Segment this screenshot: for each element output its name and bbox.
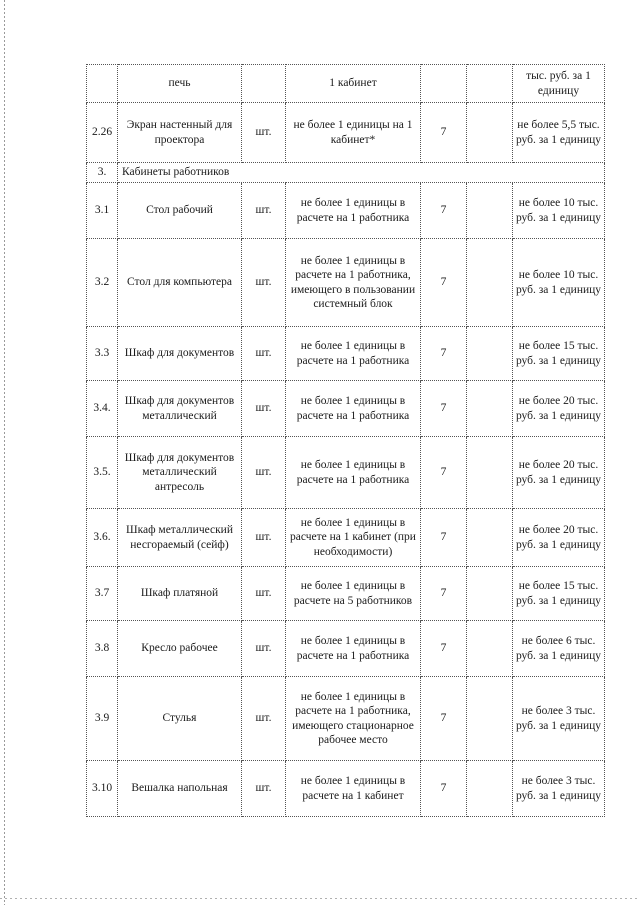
unit-of-measure bbox=[242, 65, 286, 103]
item-name: Экран настенный для проектора bbox=[118, 103, 242, 163]
price-limit: не более 20 тыс. руб. за 1 единицу bbox=[513, 437, 605, 509]
row-number: 3.5. bbox=[87, 437, 118, 509]
unit-of-measure: шт. bbox=[242, 327, 286, 381]
empty-cell bbox=[467, 677, 513, 761]
table-row bbox=[87, 567, 605, 621]
item-name: Шкаф для документов металлический bbox=[118, 381, 242, 437]
table-row bbox=[87, 381, 605, 437]
service-life bbox=[421, 65, 467, 103]
price-limit: не более 10 тыс. руб. за 1 единицу bbox=[513, 183, 605, 239]
table-row bbox=[87, 65, 605, 103]
item-name: Шкаф для документов bbox=[118, 327, 242, 381]
quantity-norm: не более 1 единицы в расчете на 1 работника bbox=[286, 621, 421, 677]
empty-cell bbox=[467, 381, 513, 437]
empty-cell bbox=[467, 509, 513, 567]
service-life: 7 bbox=[421, 183, 467, 239]
service-life: 7 bbox=[421, 761, 467, 817]
empty-cell bbox=[467, 437, 513, 509]
row-number: 3.7 bbox=[87, 567, 118, 621]
unit-of-measure: шт. bbox=[242, 761, 286, 817]
table-row bbox=[87, 677, 605, 761]
item-name: Шкаф для документов металлический антресоль bbox=[118, 437, 242, 509]
empty-cell bbox=[467, 103, 513, 163]
page-edge-left bbox=[4, 0, 5, 905]
service-life: 7 bbox=[421, 567, 467, 621]
table-row bbox=[87, 621, 605, 677]
row-number: 3.9 bbox=[87, 677, 118, 761]
row-number: 3.1 bbox=[87, 183, 118, 239]
empty-cell bbox=[467, 761, 513, 817]
table-row bbox=[87, 509, 605, 567]
unit-of-measure: шт. bbox=[242, 567, 286, 621]
row-number: 3.6. bbox=[87, 509, 118, 567]
quantity-norm: не более 1 единицы в расчете на 1 работника bbox=[286, 437, 421, 509]
empty-cell bbox=[467, 183, 513, 239]
quantity-norm: не более 1 единицы на 1 кабинет* bbox=[286, 103, 421, 163]
quantity-norm: не более 1 единицы в расчете на 1 кабинет bbox=[286, 761, 421, 817]
quantity-norm: не более 1 единицы в расчете на 1 работника bbox=[286, 183, 421, 239]
empty-cell bbox=[467, 621, 513, 677]
service-life: 7 bbox=[421, 103, 467, 163]
table-row bbox=[87, 163, 605, 183]
quantity-norm: не более 1 единицы в расчете на 1 работника, имеющего в пользовании системный блок bbox=[286, 239, 421, 327]
table-row bbox=[87, 327, 605, 381]
price-limit: не более 15 тыс. руб. за 1 единицу bbox=[513, 567, 605, 621]
unit-of-measure: шт. bbox=[242, 183, 286, 239]
empty-cell bbox=[467, 239, 513, 327]
row-number: 3.2 bbox=[87, 239, 118, 327]
table-row bbox=[87, 437, 605, 509]
unit-of-measure: шт. bbox=[242, 621, 286, 677]
empty-cell bbox=[467, 65, 513, 103]
unit-of-measure: шт. bbox=[242, 437, 286, 509]
table-row bbox=[87, 103, 605, 163]
quantity-norm: не более 1 единицы в расчете на 5 работников bbox=[286, 567, 421, 621]
price-limit: не более 3 тыс. руб. за 1 единицу bbox=[513, 677, 605, 761]
unit-of-measure: шт. bbox=[242, 381, 286, 437]
price-limit: не более 10 тыс. руб. за 1 единицу bbox=[513, 239, 605, 327]
unit-of-measure: шт. bbox=[242, 677, 286, 761]
item-name: Стол рабочий bbox=[118, 183, 242, 239]
price-limit: не более 15 тыс. руб. за 1 единицу bbox=[513, 327, 605, 381]
unit-of-measure: шт. bbox=[242, 239, 286, 327]
table-body bbox=[87, 65, 605, 817]
item-name: Стулья bbox=[118, 677, 242, 761]
unit-of-measure: шт. bbox=[242, 509, 286, 567]
row-number: 3.3 bbox=[87, 327, 118, 381]
service-life: 7 bbox=[421, 509, 467, 567]
item-name: Шкаф металлический несгораемый (сейф) bbox=[118, 509, 242, 567]
item-name: печь bbox=[118, 65, 242, 103]
table-row bbox=[87, 761, 605, 817]
unit-of-measure: шт. bbox=[242, 103, 286, 163]
quantity-norm: не более 1 единицы в расчете на 1 кабинет (при необходимости) bbox=[286, 509, 421, 567]
service-life: 7 bbox=[421, 437, 467, 509]
price-limit: не более 20 тыс. руб. за 1 единицу bbox=[513, 509, 605, 567]
price-limit: не более 3 тыс. руб. за 1 единицу bbox=[513, 761, 605, 817]
section-title: Кабинеты работников bbox=[118, 163, 605, 183]
page-edge-bottom bbox=[0, 898, 640, 899]
item-name: Стол для компьютера bbox=[118, 239, 242, 327]
table-row bbox=[87, 239, 605, 327]
empty-cell bbox=[467, 327, 513, 381]
service-life: 7 bbox=[421, 239, 467, 327]
item-name: Шкаф платяной bbox=[118, 567, 242, 621]
quantity-norm: не более 1 единицы в расчете на 1 работника bbox=[286, 381, 421, 437]
service-life: 7 bbox=[421, 327, 467, 381]
service-life: 7 bbox=[421, 381, 467, 437]
row-number: 2.26 bbox=[87, 103, 118, 163]
service-life: 7 bbox=[421, 621, 467, 677]
price-limit: тыс. руб. за 1 единицу bbox=[513, 65, 605, 103]
row-number: 3.8 bbox=[87, 621, 118, 677]
row-number: 3. bbox=[87, 163, 118, 183]
quantity-norm: 1 кабинет bbox=[286, 65, 421, 103]
price-limit: не более 6 тыс. руб. за 1 единицу bbox=[513, 621, 605, 677]
quantity-norm: не более 1 единицы в расчете на 1 работника, имеющего стационарное рабочее место bbox=[286, 677, 421, 761]
row-number bbox=[87, 65, 118, 103]
price-limit: не более 5,5 тыс. руб. за 1 единицу bbox=[513, 103, 605, 163]
empty-cell bbox=[467, 567, 513, 621]
table-row bbox=[87, 183, 605, 239]
quantity-norm: не более 1 единицы в расчете на 1 работника bbox=[286, 327, 421, 381]
row-number: 3.4. bbox=[87, 381, 118, 437]
item-name: Кресло рабочее bbox=[118, 621, 242, 677]
service-life: 7 bbox=[421, 677, 467, 761]
row-number: 3.10 bbox=[87, 761, 118, 817]
item-name: Вешалка напольная bbox=[118, 761, 242, 817]
price-limit: не более 20 тыс. руб. за 1 единицу bbox=[513, 381, 605, 437]
norms-table bbox=[86, 64, 605, 817]
